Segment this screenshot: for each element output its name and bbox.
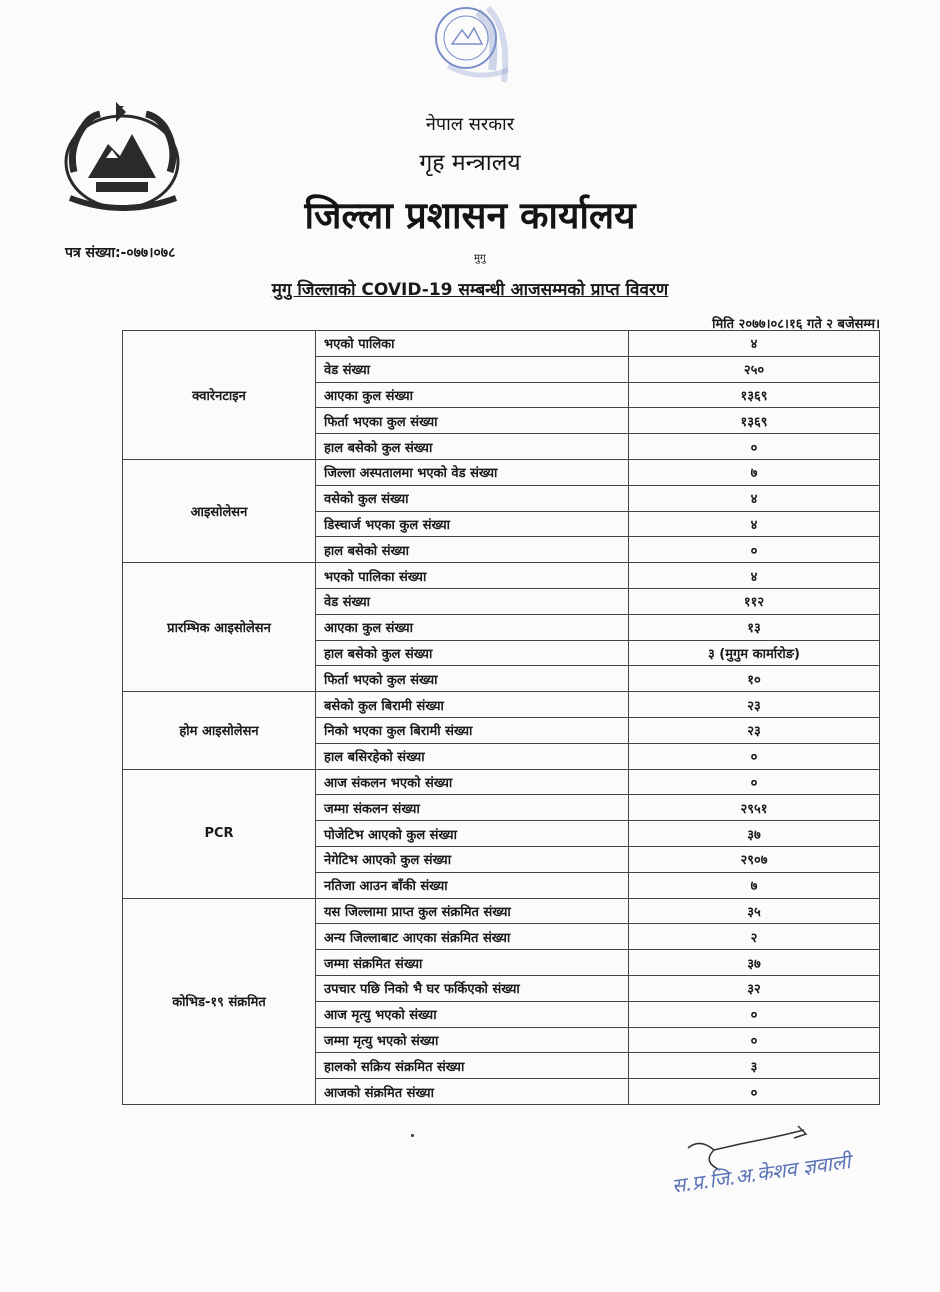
value-cell: ३५ xyxy=(629,898,880,924)
signatory-name: स.प्र.जि.अ.केशव ज्ञवाली xyxy=(670,1149,852,1198)
value-cell: ३७ xyxy=(629,950,880,976)
value-cell: ० xyxy=(629,434,880,460)
label-cell: जम्मा संकलन संख्या xyxy=(316,795,629,821)
value-cell: ३ xyxy=(629,1053,880,1079)
value-cell: २३ xyxy=(629,692,880,718)
category-cell: प्रारम्भिक आइसोलेसन xyxy=(123,563,316,692)
value-cell: ४ xyxy=(629,563,880,589)
value-cell: १० xyxy=(629,666,880,692)
value-cell: ७ xyxy=(629,459,880,485)
category-cell: कोभिड-१९ संक्रमित xyxy=(123,898,316,1104)
label-cell: यस जिल्लामा प्राप्त कुल संक्रमित संख्या xyxy=(316,898,629,924)
label-cell: हाल बसिरहेको संख्या xyxy=(316,743,629,769)
label-cell: नेगेटिभ आएको कुल संख्या xyxy=(316,846,629,872)
value-cell: १३६९ xyxy=(629,382,880,408)
value-cell: ४ xyxy=(629,511,880,537)
label-cell: जम्मा मृत्यु भएको संख्या xyxy=(316,1027,629,1053)
value-cell: ३७ xyxy=(629,821,880,847)
document-title: मुगु जिल्लाको COVID-19 सम्बन्धी आजसम्मको प्राप्त विवरण xyxy=(271,280,669,300)
label-cell: फिर्ता भएका कुल संख्या xyxy=(316,408,629,434)
value-cell: २३ xyxy=(629,717,880,743)
value-cell: ० xyxy=(629,769,880,795)
value-cell: ४ xyxy=(629,485,880,511)
value-cell: ० xyxy=(629,537,880,563)
ink-dot xyxy=(411,1134,414,1137)
table-row xyxy=(123,898,880,924)
header-office: जिल्ला प्रशासन कार्यालय xyxy=(304,194,636,237)
label-cell: आएका कुल संख्या xyxy=(316,614,629,640)
label-cell: वेड संख्या xyxy=(316,356,629,382)
value-cell: २९०७ xyxy=(629,846,880,872)
value-cell: ४ xyxy=(629,331,880,357)
value-cell: १३ xyxy=(629,614,880,640)
label-cell: हाल बसेको कुल संख्या xyxy=(316,640,629,666)
report-date: मिति २०७७।०८।१६ गते २ बजेसम्म। xyxy=(712,317,880,332)
label-cell: वेड संख्या xyxy=(316,588,629,614)
category-cell: आइसोलेसन xyxy=(123,459,316,562)
label-cell: हाल बसेको संख्या xyxy=(316,537,629,563)
label-cell: उपचार पछि निको भै घर फर्किएको संख्या xyxy=(316,975,629,1001)
covid-status-table xyxy=(122,330,880,1105)
label-cell: आज संकलन भएको संख्या xyxy=(316,769,629,795)
table-row xyxy=(123,331,880,357)
label-cell: नतिजा आउन बाँकी संख्या xyxy=(316,872,629,898)
label-cell: पोजेटिभ आएको कुल संख्या xyxy=(316,821,629,847)
label-cell: जिल्ला अस्पतालमा भएको वेड संख्या xyxy=(316,459,629,485)
value-cell: ० xyxy=(629,1027,880,1053)
category-cell: होम आइसोलेसन xyxy=(123,692,316,769)
value-cell: ० xyxy=(629,743,880,769)
value-cell: २५० xyxy=(629,356,880,382)
label-cell: अन्य जिल्लाबाट आएका संक्रमित संख्या xyxy=(316,924,629,950)
value-cell: ३ (मुगुम कार्मारोङ) xyxy=(629,640,880,666)
value-cell: ० xyxy=(629,1079,880,1105)
office-stamp xyxy=(418,0,528,100)
label-cell: वसेको कुल संख्या xyxy=(316,485,629,511)
table-row xyxy=(123,769,880,795)
label-cell: हालको सक्रिय संक्रमित संख्या xyxy=(316,1053,629,1079)
header-government: नेपाल सरकार xyxy=(425,114,515,135)
value-cell: १३६९ xyxy=(629,408,880,434)
label-cell: निको भएका कुल बिरामी संख्या xyxy=(316,717,629,743)
table-row xyxy=(123,563,880,589)
label-cell: हाल बसेको कुल संख्या xyxy=(316,434,629,460)
label-cell: फिर्ता भएको कुल संख्या xyxy=(316,666,629,692)
table-row xyxy=(123,692,880,718)
label-cell: डिस्चार्ज भएका कुल संख्या xyxy=(316,511,629,537)
label-cell: जम्मा संक्रमित संख्या xyxy=(316,950,629,976)
table-row xyxy=(123,459,880,485)
label-cell: भएको पालिका xyxy=(316,331,629,357)
header-ministry: गृह मन्त्रालय xyxy=(419,150,521,176)
label-cell: आजको संक्रमित संख्या xyxy=(316,1079,629,1105)
label-cell: भएको पालिका संख्या xyxy=(316,563,629,589)
location-note: मुगु xyxy=(474,253,486,264)
value-cell: २ xyxy=(629,924,880,950)
label-cell: आज मृत्यु भएको संख्या xyxy=(316,1001,629,1027)
value-cell: ७ xyxy=(629,872,880,898)
category-cell: PCR xyxy=(123,769,316,898)
value-cell: ३२ xyxy=(629,975,880,1001)
label-cell: बसेको कुल बिरामी संख्या xyxy=(316,692,629,718)
reference-number: पत्र संख्या:-०७७।०७८ xyxy=(65,245,176,261)
value-cell: ११२ xyxy=(629,588,880,614)
label-cell: आएका कुल संख्या xyxy=(316,382,629,408)
value-cell: २९५१ xyxy=(629,795,880,821)
category-cell: क्वारेनटाइन xyxy=(123,331,316,460)
value-cell: ० xyxy=(629,1001,880,1027)
